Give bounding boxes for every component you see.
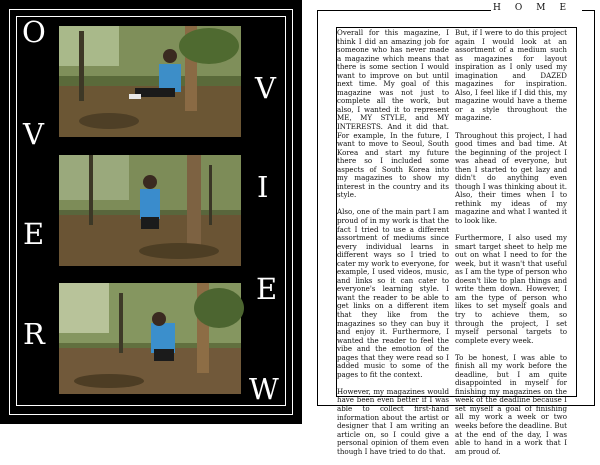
- home-link[interactable]: HOME: [493, 3, 581, 13]
- view-letter-w: W: [249, 372, 279, 406]
- article-page: [307, 0, 600, 456]
- over-letter-v: V: [23, 117, 44, 151]
- view-letter-v: V: [255, 71, 276, 105]
- paragraph: Furthermore, I also used my smart target sheet to help me out on what I need to for the week, but it wasn't that useful as I am the type of person who doesn't like to plan things and write them down. However, I am the type of person who likes to set myself goals and try to achieve them, so through the project, I set myself personal targets to complete every week.: [455, 233, 567, 345]
- paragraph: Overall for this magazine, I think I did an amazing job for someone who has never made a magazine which means that there is some section I would want to improve on but until next time. My goal of this magazine was not just to complete all the work, but also, I wanted it to represent ME, MY STYLE, and MY INTERESTS. And it did that. For example, In the future, I want to move to Seoul, South Korea and start my future there so I included some aspects of South Korea into my magazines to show my interest in the country and its style.: [337, 28, 449, 200]
- view-letter-e: E: [256, 272, 278, 306]
- photo-person-sitting-forest: [59, 26, 241, 137]
- over-letter-o: O: [22, 15, 46, 49]
- paragraph: But, if I were to do this project again I would look at an assortment of a medium such as magazines for layout inspiration as I only used my imagination and DAZED magazines for inspiration. Also, I feel like if I did this, my magazine would have a theme or a style throughout the magazine.: [455, 28, 567, 123]
- paragraph: Also, one of the main part I am proud of in my work is that the fact I tried to use a different assortment of mediums since every individual learns in different ways so I tried to cater my work to everyone, for example, I used videos, music, and links so it can cater to everyone's learning style. I want the reader to be able to get links on a different item that they like from the magazines so they can buy it and enjoy it. Furthermore, I wanted the reader to feel the vibe and the emotion of the pages that they were read so I added music to some of the pages to fit the context.: [337, 207, 449, 379]
- over-letter-e: E: [23, 217, 45, 251]
- view-letter-i: I: [257, 170, 269, 204]
- paragraph: Throughout this project, I had good times and bad time. At the beginning of the project I was ahead of everyone, but then I started to get lazy and didn't do anything even though I was thinking about it. Also, their times when I to rethink my ideas of my magazine and what I wanted it to look like.: [455, 130, 567, 225]
- photo-person-sitting: [59, 26, 241, 137]
- photo-person-crouching: [59, 155, 241, 266]
- photo-person-crouching-forest-2: [59, 283, 241, 394]
- paragraph: To be honest, I was able to finish all my work before the deadline, but I am quite disappointed in myself for finishing my magazines on the week of the deadline because I set myself a goal of finishing all my work a week or two weeks before the deadline. But at the end of the day, I was able to hand in a work that I am proud of.: [455, 352, 567, 456]
- over-letter-r: R: [23, 317, 45, 351]
- article-column-left: [337, 29, 449, 465]
- cover-page: [0, 0, 302, 424]
- paragraph: However, my magazines would have been even better if I was able to collect first-hand information about the artist or designer that I am writing an article on, so I could give a personal opinion of them even though I have tried to do that.: [337, 386, 449, 456]
- article-column-right: [455, 29, 567, 465]
- photo-person-crouching-forest: [59, 155, 241, 266]
- photo-person-crouching-2: [59, 283, 241, 394]
